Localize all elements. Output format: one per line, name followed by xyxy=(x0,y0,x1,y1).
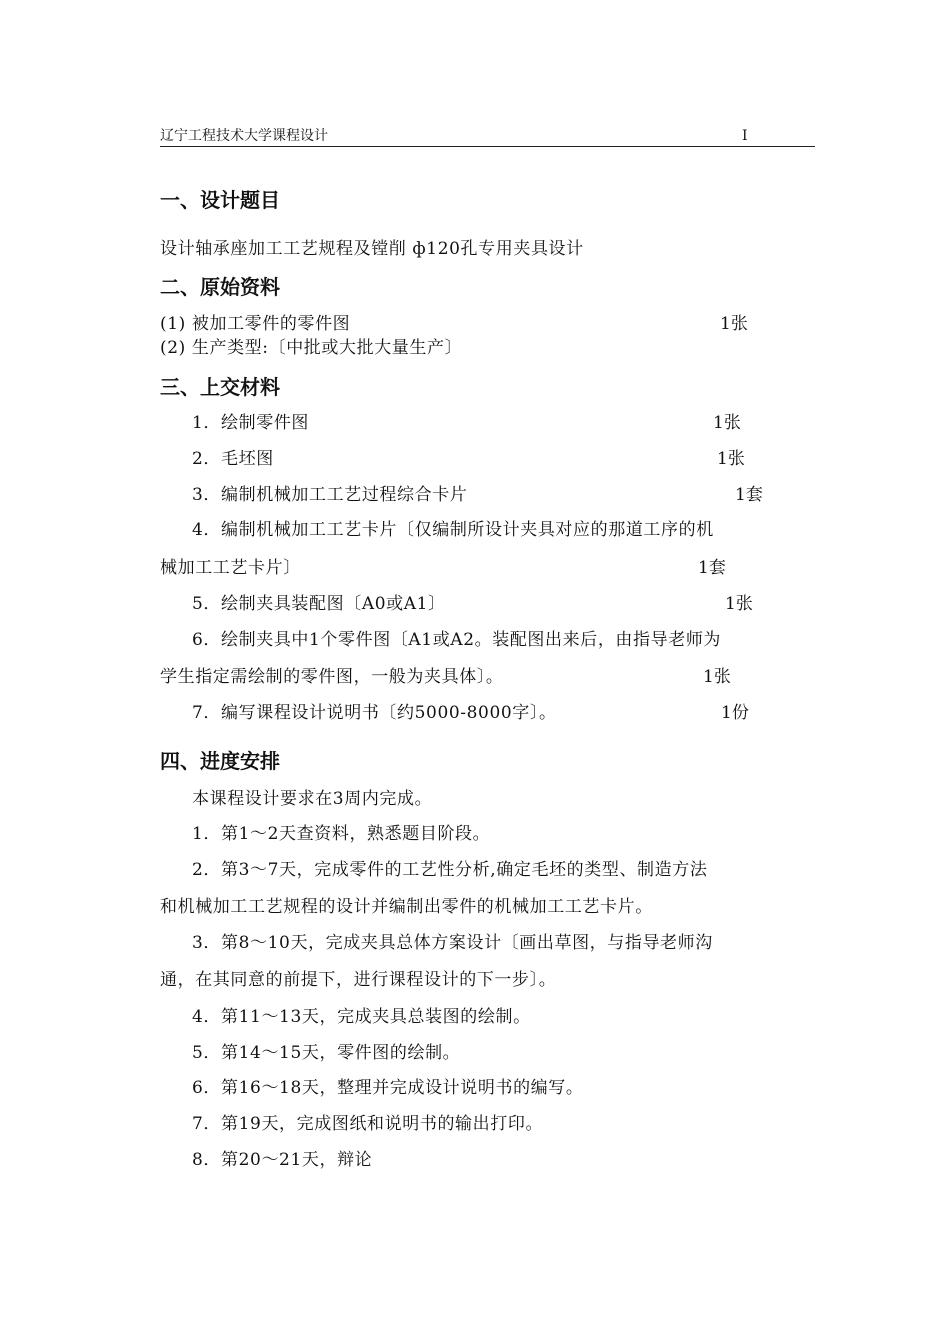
list-item: 6．第16～18天，整理并完成设计说明书的编写。 xyxy=(192,1078,584,1098)
list-item: 8．第20～21天，辩论 xyxy=(192,1150,373,1170)
list-item-continued: 学生指定需绘制的零件图，一般为夹具体〕。 xyxy=(160,667,504,687)
list-item: 4．编制机械加工工艺卡片〔仅编制所设计夹具对应的那道工序的机 xyxy=(192,520,714,540)
section-heading-topic: 一、设计题目 xyxy=(160,188,280,212)
list-item: 2．第3～7天，完成零件的工艺性分析,确定毛坯的类型、制造方法 xyxy=(192,860,708,880)
list-item: 1．绘制零件图 xyxy=(192,413,310,433)
list-item: 4．第11～13天，完成夹具总装图的绘制。 xyxy=(192,1007,531,1027)
list-item: 5．第14～15天，零件图的绘制。 xyxy=(192,1043,461,1063)
list-item-qty: 1份 xyxy=(721,703,749,723)
list-item-qty: 1张 xyxy=(725,594,753,614)
list-item: (2) 生产类型:〔中批或大批大量生产〕 xyxy=(160,338,463,358)
list-item: (1) 被加工零件的零件图 xyxy=(160,314,351,334)
list-item: 1．第1～2天查资料，熟悉题目阶段。 xyxy=(192,824,491,844)
page-number: I xyxy=(742,128,748,144)
section-heading-schedule: 四、进度安排 xyxy=(160,749,280,773)
list-item-qty: 1套 xyxy=(698,558,726,578)
list-item: 7．第19天，完成图纸和说明书的输出打印。 xyxy=(192,1114,544,1134)
header-title: 辽宁工程技术大学课程设计 xyxy=(160,128,328,144)
page-header xyxy=(160,126,815,147)
list-item: 7．编写课程设计说明书〔约5000-8000字〕。 xyxy=(192,703,557,723)
list-item-continued: 械加工工艺卡片〕 xyxy=(160,558,301,578)
list-item-qty: 1张 xyxy=(720,314,748,334)
list-item: 6．绘制夹具中1个零件图〔A1或A2。装配图出来后，由指导老师为 xyxy=(192,630,722,650)
list-item-qty: 1张 xyxy=(703,667,731,687)
section-heading-deliverables: 三、上交材料 xyxy=(160,375,280,399)
list-item: 3．第8～10天，完成夹具总体方案设计〔画出草图，与指导老师沟 xyxy=(192,933,713,953)
topic-text: 设计轴承座加工工艺规程及镗削 ф120孔专用夹具设计 xyxy=(160,239,584,259)
list-item-qty: 1套 xyxy=(735,485,763,505)
schedule-intro: 本课程设计要求在3周内完成。 xyxy=(192,789,433,809)
list-item-continued: 和机械加工工艺规程的设计并编制出零件的机械加工工艺卡片。 xyxy=(160,897,653,917)
list-item: 2．毛坯图 xyxy=(192,449,274,469)
list-item-qty: 1张 xyxy=(717,449,745,469)
list-item-continued: 通，在其同意的前提下，进行课程设计的下一步〕。 xyxy=(160,970,557,990)
list-item: 5．绘制夹具装配图〔A0或A1〕 xyxy=(192,594,446,614)
section-heading-materials: 二、原始资料 xyxy=(160,275,280,299)
list-item: 3．编制机械加工工艺过程综合卡片 xyxy=(192,485,468,505)
list-item-qty: 1张 xyxy=(713,413,741,433)
